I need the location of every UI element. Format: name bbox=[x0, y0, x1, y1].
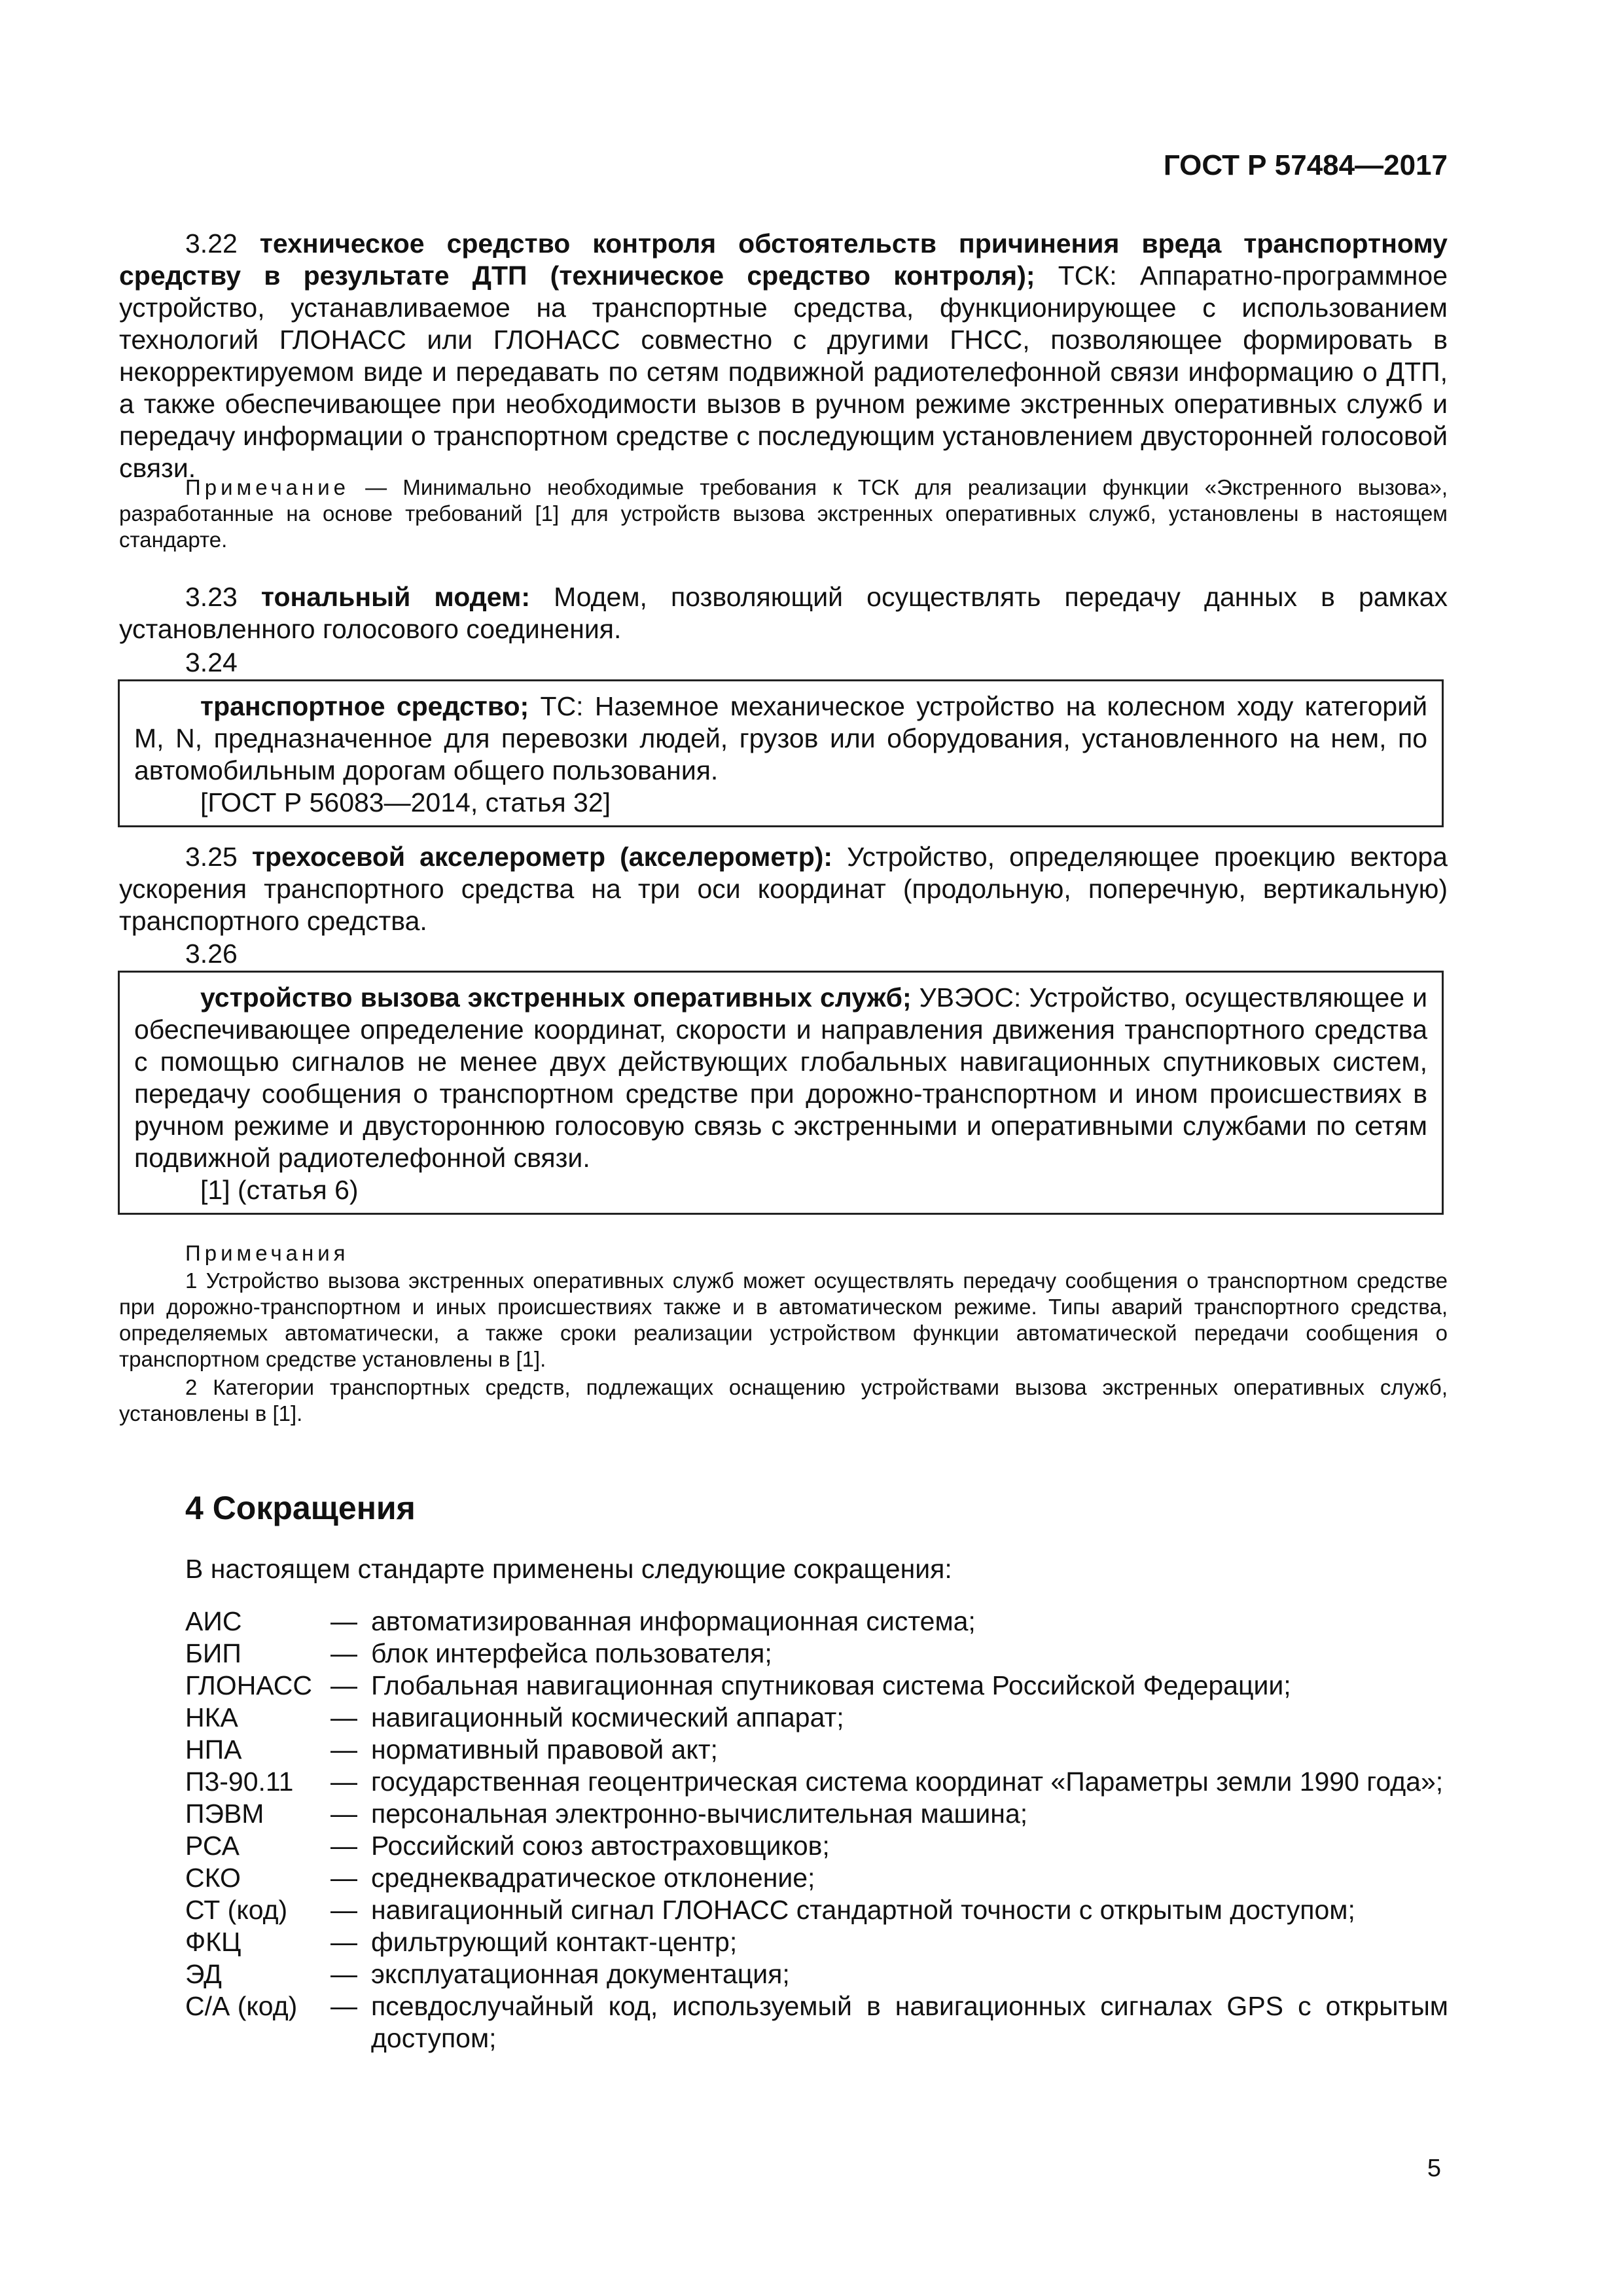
abbreviation-definition: эксплуатационная документация; bbox=[371, 1959, 790, 1989]
abbreviation-definition: Глобальная навигационная спутниковая система Российской Федерации; bbox=[371, 1670, 1291, 1700]
abbreviation-row bbox=[185, 1958, 1448, 1990]
abbreviation-term: БИП bbox=[185, 1638, 241, 1668]
abbreviation-dash: — bbox=[330, 1927, 357, 1957]
term-definition: Устройство, определяющее проекцию вектора ускорения транспортного средства на три оси координат (продольную, поперечную, вертикальную) транспортного средства. bbox=[119, 842, 1448, 936]
term-number-3-24: 3.24 bbox=[185, 647, 238, 677]
abbreviation-row bbox=[185, 1862, 1448, 1894]
term-name: тональный модем: bbox=[260, 582, 530, 612]
abbreviation-dash: — bbox=[330, 1767, 357, 1797]
abbreviation-dash: — bbox=[330, 1895, 357, 1925]
abbreviation-term: СКО bbox=[185, 1863, 241, 1893]
abbreviation-definition: псевдослучайный код, используемый в навигационных сигналах GPS с открытым доступом; bbox=[371, 1991, 1448, 2053]
abbreviation-definition: Российский союз автостраховщиков; bbox=[371, 1831, 830, 1861]
term-name: трехосевой акселерометр (акселерометр): bbox=[251, 842, 833, 872]
notes-label: Примечания bbox=[185, 1241, 349, 1265]
abbreviation-dash: — bbox=[330, 1606, 357, 1636]
term-name: устройство вызова экстренных оперативных служб; bbox=[200, 982, 912, 1013]
abbreviation-definition: навигационный космический аппарат; bbox=[371, 1702, 844, 1732]
term-3-23 bbox=[119, 581, 1448, 645]
abbreviation-row bbox=[185, 1605, 1448, 1638]
abbreviation-term: ПЭВМ bbox=[185, 1799, 264, 1829]
term-definition: ТСК: Аппаратно-программное устройство, устанавливаемое на транспортные средства, функционирующее с использованием технологий ГЛОНАСС или ГЛОНАСС совместно с другими ГНСС, позволяющее формировать в некорректируемом виде и передавать по сетям подвижной радиотелефонной связи информацию о ДТП, а также обеспечивающее при необходимости вызов в ручном режиме экстренных оперативных служб и передачу информации о транспортном средстве с последующим установлением двусторонней голосовой связи. bbox=[119, 260, 1448, 483]
abbreviation-row bbox=[185, 1798, 1448, 1830]
abbreviation-dash: — bbox=[330, 1959, 357, 1989]
abbreviation-term: НПА bbox=[185, 1734, 242, 1765]
term-definition: ТС: Наземное механическое устройство на колесном ходу категорий М, N, предназначенное для перевозки людей, грузов или оборудования, установленного на нем, по автомобильным дорогам общего пользования. bbox=[134, 691, 1428, 785]
abbreviation-term: НКА bbox=[185, 1702, 238, 1732]
abbreviation-row bbox=[185, 1894, 1448, 1926]
abbreviation-term: АИС bbox=[185, 1606, 242, 1636]
note-2: 2 Категории транспортных средств, подлежащих оснащению устройствами вызова экстренных оперативных служб, установлены в [1]. bbox=[119, 1375, 1448, 1426]
abbreviation-row bbox=[185, 1702, 1448, 1734]
abbreviation-term: П3-90.11 bbox=[185, 1767, 294, 1797]
abbreviation-term: ГЛОНАСС bbox=[185, 1670, 312, 1700]
abbreviation-definition: персональная электронно-вычислительная машина; bbox=[371, 1799, 1028, 1829]
note-label: Примечание bbox=[185, 475, 350, 499]
abbreviation-term: ЭД bbox=[185, 1959, 222, 1989]
abbreviation-dash: — bbox=[330, 1638, 357, 1668]
abbreviation-dash: — bbox=[330, 1863, 357, 1893]
abbreviation-definition: среднеквадратическое отклонение; bbox=[371, 1863, 815, 1893]
section-title: 4 Сокращения bbox=[185, 1490, 416, 1526]
term-source: [ГОСТ Р 56083—2014, статья 32] bbox=[200, 787, 611, 817]
abbreviation-dash: — bbox=[330, 1799, 357, 1829]
abbreviation-term: СТ (код) bbox=[185, 1895, 288, 1925]
term-number: 3.23 bbox=[185, 582, 261, 612]
term-name: транспортное средство; bbox=[200, 691, 529, 721]
term-3-26 bbox=[134, 982, 1427, 1174]
note-3-22 bbox=[119, 475, 1448, 553]
term-definition: УВЭОС: Устройство, осуществляющее и обеспечивающее определение координат, скорости и направления движения транспортного средства с помощью сигналов не менее двух действующих глобальных навигационных спутниковых систем, передачу сообщения о транспортном средстве при дорожно-транспортном и ином происшествиях в ручном режиме и двустороннюю голосовую связь с экстренными и оперативными службами по сетям подвижной радиотелефонной связи. bbox=[134, 982, 1427, 1173]
abbreviation-term: С/А (код) bbox=[185, 1991, 298, 2021]
document-header: ГОСТ Р 57484—2017 bbox=[1163, 149, 1448, 181]
term-number-3-26: 3.26 bbox=[185, 939, 238, 969]
abbreviation-definition: фильтрующий контакт-центр; bbox=[371, 1927, 738, 1957]
term-box-3-24 bbox=[118, 679, 1444, 827]
abbreviation-definition: навигационный сигнал ГЛОНАСС стандартной точности с открытым доступом; bbox=[371, 1895, 1355, 1925]
term-definition: Модем, позволяющий осуществлять передачу данных в рамках установленного голосового соединения. bbox=[119, 582, 1448, 644]
page-number: 5 bbox=[1427, 2155, 1441, 2182]
abbreviation-dash: — bbox=[330, 1702, 357, 1732]
abbreviation-term: РСА bbox=[185, 1831, 240, 1861]
abbreviation-dash: — bbox=[330, 1991, 357, 2021]
term-3-22 bbox=[119, 228, 1448, 484]
abbreviation-term: ФКЦ bbox=[185, 1927, 241, 1957]
abbreviation-row bbox=[185, 1830, 1448, 1862]
abbreviation-definition: государственная геоцентрическая система координат «Параметры земли 1990 года»; bbox=[371, 1767, 1444, 1797]
term-number: 3.25 bbox=[185, 842, 252, 872]
note-1: 1 Устройство вызова экстренных оперативных служб может осуществлять передачу сообщения о транспортном средстве при дорожно-транспортном и иных происшествиях также и в автоматическом режиме. Типы аварий транспортного средства, определяемых автоматически, а также сроки реализации устройством функции автоматической передачи сообщения о транспортном средстве установлены в [1]. bbox=[119, 1268, 1448, 1371]
abbreviation-row bbox=[185, 1670, 1448, 1702]
term-source: [1] (статья 6) bbox=[200, 1175, 359, 1205]
note-text: — Минимально необходимые требования к ТСК для реализации функции «Экстренного вызова», разработанные на основе требований [1] для устройств вызова экстренных оперативных служб, установлены в настоящем стандарте. bbox=[119, 475, 1448, 552]
abbreviation-dash: — bbox=[330, 1831, 357, 1861]
abbreviations-list bbox=[185, 1605, 1448, 2054]
abbreviation-dash: — bbox=[330, 1670, 357, 1700]
abbreviation-dash: — bbox=[330, 1734, 357, 1765]
term-3-25 bbox=[119, 841, 1448, 937]
abbreviation-definition: нормативный правовой акт; bbox=[371, 1734, 718, 1765]
term-box-3-26 bbox=[118, 971, 1444, 1215]
abbreviation-row bbox=[185, 1734, 1448, 1766]
term-name: техническое средство контроля обстоятельств причинения вреда транспортному средству в результате ДТП (техническое средство контроля); bbox=[119, 228, 1448, 291]
term-3-24 bbox=[134, 691, 1427, 787]
section-intro: В настоящем стандарте применены следующие сокращения: bbox=[185, 1554, 952, 1584]
term-number: 3.22 bbox=[185, 228, 260, 259]
abbreviation-row bbox=[185, 1926, 1448, 1958]
abbreviation-row bbox=[185, 1766, 1448, 1798]
abbreviation-definition: автоматизированная информационная система; bbox=[371, 1606, 976, 1636]
abbreviation-row bbox=[185, 1638, 1448, 1670]
abbreviation-row bbox=[185, 1990, 1448, 2054]
abbreviation-definition: блок интерфейса пользователя; bbox=[371, 1638, 772, 1668]
